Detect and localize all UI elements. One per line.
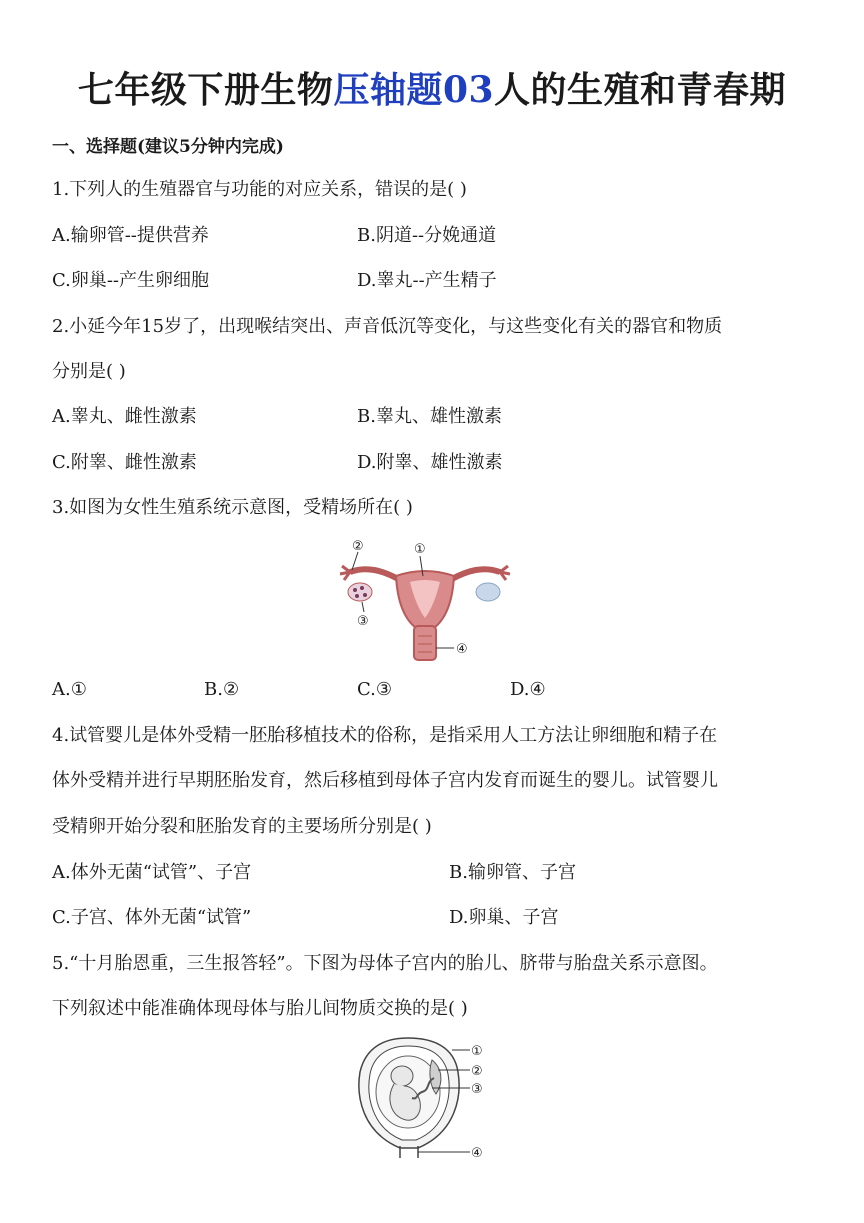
title-highlight: 压轴题03 bbox=[333, 69, 495, 111]
page-title bbox=[0, 62, 864, 113]
right-fimbriae bbox=[500, 566, 510, 580]
q5-figure-label-4: ④ bbox=[471, 1146, 483, 1161]
q3-figure-label-4: ④ bbox=[456, 642, 468, 657]
q5-figure-label-3: ③ bbox=[471, 1082, 483, 1097]
q5-figure-label-1: ① bbox=[471, 1044, 483, 1059]
q3-option-d[interactable]: D.④ bbox=[510, 679, 546, 700]
q3-stem: 3.如图为女性生殖系统示意图，受精场所在( ) bbox=[52, 497, 413, 518]
q4-option-d[interactable]: D.卵巢、子宫 bbox=[449, 907, 559, 928]
q2-option-d[interactable]: D.附睾、雄性激素 bbox=[357, 452, 503, 473]
q4-stem-line2: 体外受精并进行早期胚胎发育，然后移植到母体子宫内发育而诞生的婴儿。试管婴儿 bbox=[52, 770, 718, 791]
vagina bbox=[414, 626, 436, 660]
q4-option-c[interactable]: C.子宫、体外无菌“试管” bbox=[52, 907, 252, 928]
q1-option-c[interactable]: C.卵巢--产生卵细胞 bbox=[52, 270, 210, 291]
left-ovary bbox=[348, 583, 372, 601]
follicle-dot bbox=[363, 593, 367, 597]
q3-option-c[interactable]: C.③ bbox=[357, 679, 392, 700]
female-reproductive-system-figure bbox=[330, 536, 520, 664]
q3-figure-label-3: ③ bbox=[357, 614, 369, 629]
right-ovary bbox=[476, 583, 500, 601]
right-fallopian-tube bbox=[450, 569, 500, 580]
q2-option-b[interactable]: B.睾丸、雄性激素 bbox=[357, 406, 502, 427]
follicle-dot bbox=[360, 586, 364, 590]
q3-option-b[interactable]: B.② bbox=[204, 679, 240, 700]
left-fimbriae bbox=[340, 566, 350, 580]
q1-option-d[interactable]: D.睾丸--产生精子 bbox=[357, 270, 497, 291]
follicle-dot bbox=[353, 588, 357, 592]
q2-stem-line1: 2.小延今年15岁了，出现喉结突出、声音低沉等变化，与这些变化有关的器官和物质 bbox=[52, 316, 723, 337]
q3-option-a[interactable]: A.① bbox=[52, 679, 87, 700]
q2-stem-line2: 分别是( ) bbox=[52, 361, 126, 382]
q3-figure-label-2: ② bbox=[352, 539, 364, 554]
q2-option-c[interactable]: C.附睾、雌性激素 bbox=[52, 452, 197, 473]
q3-figure-label-1: ① bbox=[414, 542, 426, 557]
q4-stem-line3: 受精卵开始分裂和胚胎发育的主要场所分别是( ) bbox=[52, 816, 432, 837]
fetus-head bbox=[391, 1066, 413, 1086]
q4-stem-line1: 4.试管婴儿是体外受精一胚胎移植技术的俗称，是指采用人工方法让卵细胞和精子在 bbox=[52, 725, 718, 746]
q1-option-a[interactable]: A.输卵管--提供营养 bbox=[52, 225, 209, 246]
section-heading: 一、选择题(建议5分钟内完成) bbox=[52, 137, 284, 157]
q1-option-b[interactable]: B.阴道--分娩通道 bbox=[357, 225, 497, 246]
fetus-placenta-figure bbox=[352, 1036, 492, 1162]
q2-option-a[interactable]: A.睾丸、雌性激素 bbox=[52, 406, 197, 427]
q5-stem-line2: 下列叙述中能准确体现母体与胎儿间物质交换的是( ) bbox=[52, 998, 468, 1019]
follicle-dot bbox=[355, 594, 359, 598]
q4-option-b[interactable]: B.输卵管、子宫 bbox=[449, 862, 576, 883]
title-part1: 七年级下册生物 bbox=[77, 69, 334, 111]
q5-stem-line1: 5.“十月胎恩重，三生报答轻”。下图为母体子宫内的胎儿、脐带与胎盘关系示意图。 bbox=[52, 953, 718, 974]
left-fallopian-tube bbox=[350, 569, 400, 580]
q1-stem: 1.下列人的生殖器官与功能的对应关系，错误的是( ) bbox=[52, 179, 467, 200]
title-part3: 人的生殖和青春期 bbox=[494, 69, 787, 111]
q4-option-a[interactable]: A.体外无菌“试管”、子宫 bbox=[52, 862, 252, 883]
q5-figure-label-2: ② bbox=[471, 1064, 483, 1079]
